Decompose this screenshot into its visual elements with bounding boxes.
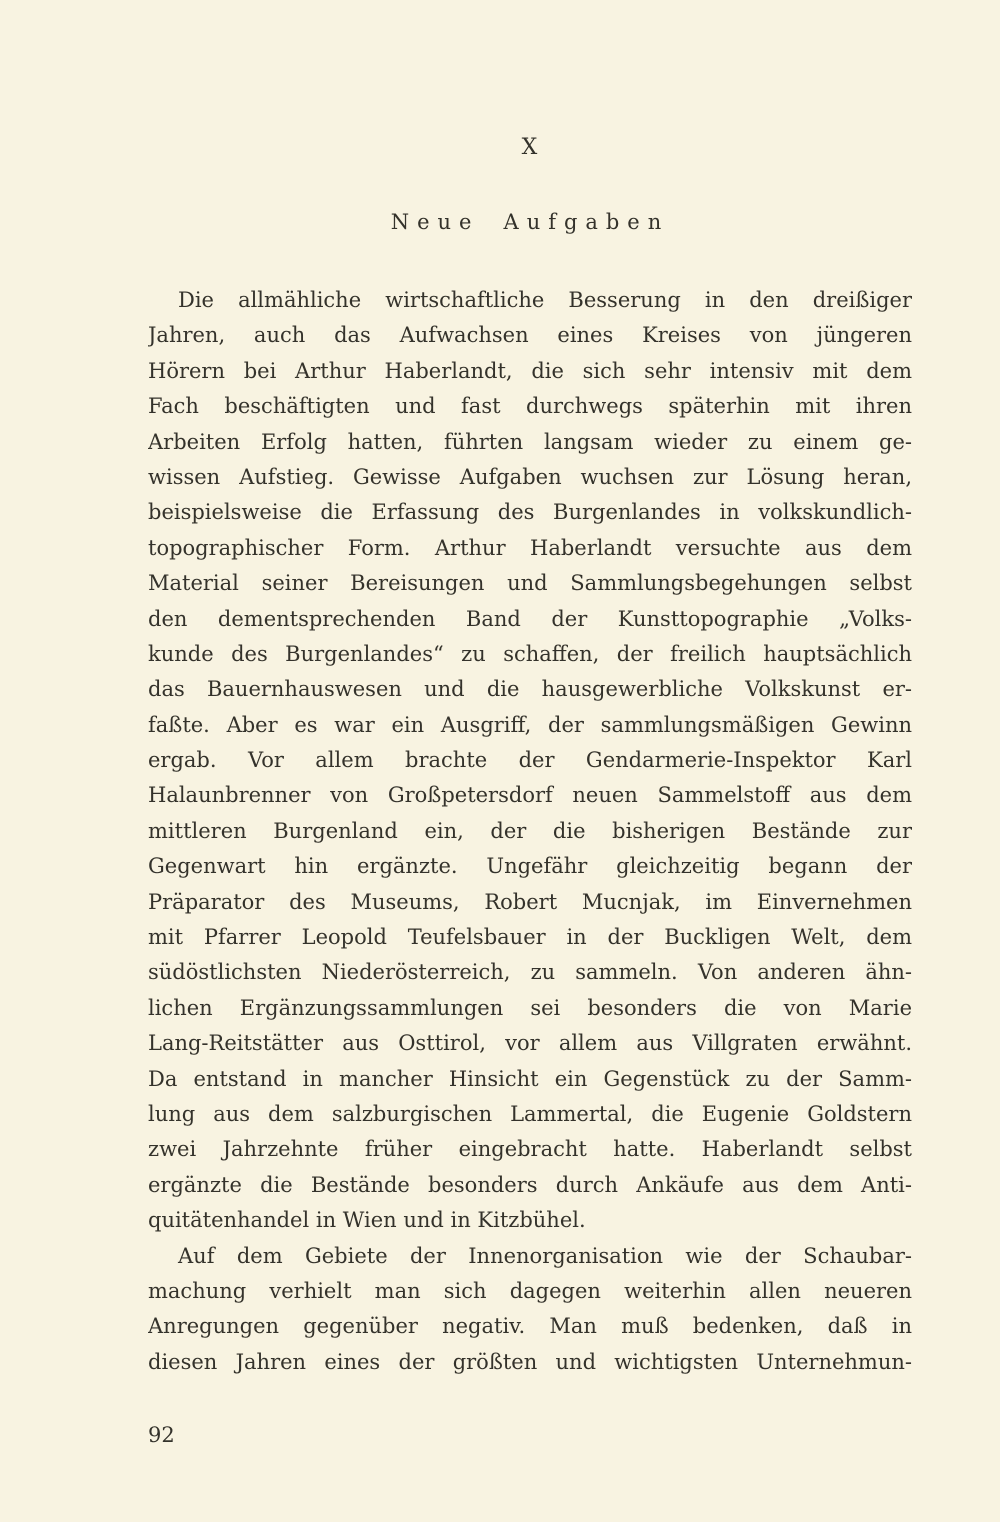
text-line: Material seiner Bereisungen und Sammlungsbegehungen selbst [148, 571, 912, 596]
text-line: Jahren, auch das Aufwachsen eines Kreises von jüngeren [148, 323, 912, 348]
text-line: beispielsweise die Erfassung des Burgenlandes in volkskundlich- [148, 500, 912, 525]
text-line: lichen Ergänzungssammlungen sei besonders die von Marie [148, 995, 912, 1020]
text-line: lung aus dem salzburgischen Lammertal, die Eugenie Goldstern [148, 1101, 912, 1126]
text-line: kunde des Burgenlandes“ zu schaffen, der freilich hauptsächlich [148, 641, 912, 666]
text-line: Arbeiten Erfolg hatten, führten langsam wieder zu einem ge- [148, 429, 912, 454]
text-line: Präparator des Museums, Robert Mucnjak, im Einvernehmen [148, 889, 912, 914]
text-line: das Bauernhauswesen und die hausgewerbliche Volkskunst er- [148, 677, 912, 702]
text-line: Die allmähliche wirtschaftliche Besserung in den dreißiger [178, 288, 912, 312]
text-line: Da entstand in mancher Hinsicht ein Gegenstück zu der Samm- [148, 1066, 912, 1091]
text-line: zwei Jahrzehnte früher eingebracht hatte. Haberlandt selbst [148, 1137, 912, 1162]
paragraph [148, 1239, 912, 1381]
text-line: ergänzte die Bestände besonders durch Ankäufe aus dem Anti- [148, 1172, 912, 1197]
page-number: 92 [148, 1423, 175, 1448]
chapter-number: X [521, 135, 539, 160]
text-line: Hörern bei Arthur Haberlandt, die sich sehr intensiv mit dem [148, 358, 912, 383]
text-line: südöstlichsten Niederösterreich, zu sammeln. Von anderen ähn- [148, 960, 912, 985]
text-line: Halaunbrenner von Großpetersdorf neuen Sammelstoff aus dem [148, 783, 912, 808]
text-line: ergab. Vor allem brachte der Gendarmerie-Inspektor Karl [148, 748, 912, 773]
text-line: Fach beschäftigten und fast durchwegs späterhin mit ihren [148, 394, 912, 419]
text-line: mit Pfarrer Leopold Teufelsbauer in der Buckligen Welt, dem [148, 925, 912, 950]
book-page [148, 0, 912, 1448]
chapter-title: Neue Aufgaben [390, 210, 670, 234]
text-line: den dementsprechenden Band der Kunsttopographie „Volks- [148, 606, 912, 631]
text-line: Anregungen gegenüber negativ. Man muß bedenken, daß in [148, 1314, 912, 1339]
text-block [148, 283, 912, 1380]
text-line: faßte. Aber es war ein Ausgriff, der sammlungsmäßigen Gewinn [148, 712, 912, 737]
text-line: mittleren Burgenland ein, der die bisherigen Bestände zur [148, 818, 912, 843]
text-line: diesen Jahren eines der größten und wichtigsten Unternehmun- [148, 1349, 912, 1374]
text-line: quitätenhandel in Wien und in Kitzbühel. [148, 1208, 586, 1233]
paragraph [148, 283, 912, 1239]
text-line: Lang-Reitstätter aus Osttirol, vor allem aus Villgraten erwähnt. [148, 1031, 912, 1056]
text-line: machung verhielt man sich dagegen weiterhin allen neueren [148, 1278, 912, 1303]
text-line: Auf dem Gebiete der Innenorganisation wie der Schaubar- [178, 1243, 912, 1268]
text-line: wissen Aufstieg. Gewisse Aufgaben wuchsen zur Lösung heran, [148, 464, 912, 489]
text-line: topographischer Form. Arthur Haberlandt versuchte aus dem [148, 535, 912, 560]
text-line: Gegenwart hin ergänzte. Ungefähr gleichzeitig begann der [148, 854, 912, 879]
